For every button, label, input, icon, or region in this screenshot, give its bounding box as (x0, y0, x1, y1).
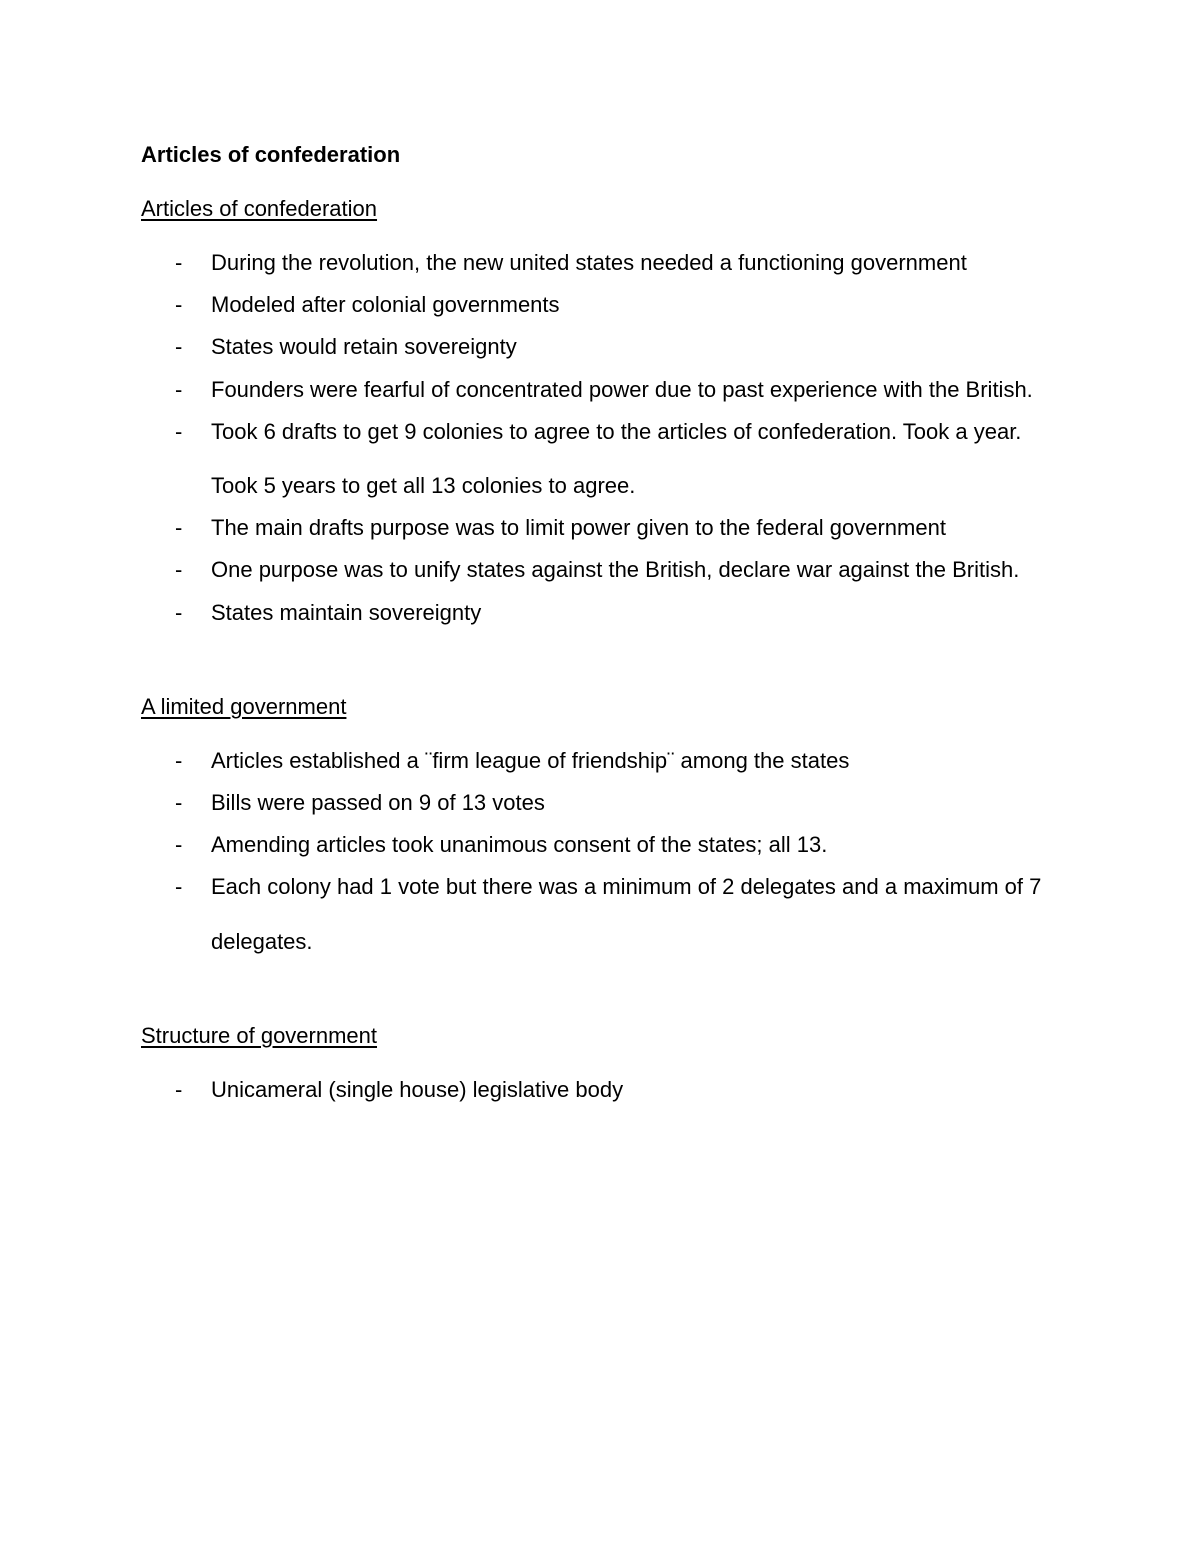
bullet-dash: - (175, 1076, 183, 1102)
list-item-text: States maintain sovereignty (211, 599, 482, 625)
list-item (141, 586, 1071, 640)
section-heading: A limited government (141, 693, 347, 719)
list-item (141, 405, 1071, 513)
bullet-list (141, 1063, 1071, 1117)
bullet-dash: - (175, 832, 183, 858)
section-articles-of-confederation (141, 194, 1071, 640)
list-item-text: Bills were passed on 9 of 13 votes (211, 790, 545, 816)
list-item-text: One purpose was to unify states against the British, declare war against the British. (211, 557, 1020, 583)
section-heading: Structure of government (141, 1022, 378, 1048)
list-item-text: The main drafts purpose was to limit power given to the federal government (211, 515, 946, 541)
bullet-dash: - (175, 418, 183, 444)
section-a-limited-government (141, 692, 1071, 969)
list-item (141, 1063, 1071, 1117)
bullet-dash: - (175, 376, 183, 402)
bullet-dash: - (175, 557, 183, 583)
list-item-text: States would retain sovereignty (211, 334, 517, 360)
bullet-dash: - (175, 790, 183, 816)
bullet-dash: - (175, 747, 183, 773)
list-item-text: Articles established a ¨firm league of friendship¨ among the states (211, 747, 850, 773)
list-item (141, 860, 1071, 968)
list-item-text: Each colony had 1 vote but there was a minimum of 2 delegates and a maximum of 7 delegates. (211, 874, 1042, 954)
document-title: Articles of confederation (141, 142, 401, 167)
list-item-text: Amending articles took unanimous consent of the states; all 13. (211, 832, 828, 858)
bullet-list (141, 734, 1071, 969)
bullet-list (141, 236, 1071, 640)
list-item-text: During the revolution, the new united states needed a functioning government (211, 250, 967, 275)
bullet-dash: - (175, 599, 183, 625)
section-heading: Articles of confederation (141, 196, 378, 221)
bullet-dash: - (175, 250, 183, 275)
bullet-dash: - (175, 334, 183, 360)
list-item-text: Founders were fearful of concentrated power due to past experience with the British. (211, 376, 1033, 402)
bullet-dash: - (175, 292, 183, 318)
list-item-text: Modeled after colonial governments (211, 292, 560, 318)
bullet-dash: - (175, 874, 183, 900)
section-structure-of-government (141, 1021, 1071, 1117)
list-item-text: Took 6 drafts to get 9 colonies to agree to the articles of confederation. Took a year. Took 5 years to get all 13 colonies to agree. (211, 418, 1022, 499)
bullet-dash: - (175, 515, 183, 541)
list-item-text: Unicameral (single house) legislative body (211, 1076, 624, 1102)
document-body (141, 140, 1071, 1117)
